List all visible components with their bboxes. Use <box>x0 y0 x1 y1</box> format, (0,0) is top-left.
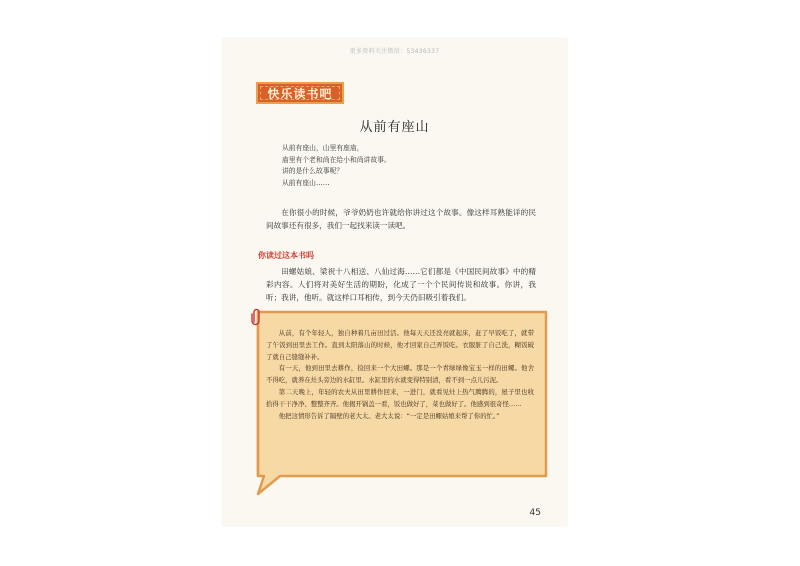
verse-block <box>282 143 522 189</box>
verse-line: 讲的是什么故事呢？ <box>282 167 344 175</box>
story-title: 从前有座山 <box>359 120 430 135</box>
verse-line: 从前有座山，山里有座庙， <box>282 144 364 152</box>
section-badge-label: 快乐读书吧 <box>267 86 333 101</box>
page-number: 45 <box>529 508 541 518</box>
intro-paragraph: 在你很小的时候，爷爷奶奶也许就给你讲过这个故事。像这样耳熟能详的民间故事还有很多，我们一起找来读一读吧。 <box>266 208 536 230</box>
book-page <box>222 38 567 526</box>
excerpt-paragraph: 从前，有个年轻人，独自种着几亩田过活。他每天天还没亮就起床，赶了早饭吃了，就带了午饭到田里去工作。直到太阳落山的时候，他才回家自己弄饭吃。衣服脏了自己洗，糊饭破了就自己缝缝补补。 <box>266 329 534 361</box>
verse-line: 从前有座山…… <box>282 178 330 187</box>
section-subheading: 你读过这本书吗 <box>258 251 314 260</box>
excerpt-paragraph: 第二天晚上，年轻的农夫从田里耕作回来，一进门，就看见灶上热气腾腾的，屋子里也收拾得干干净净、整整齐齐。他揭开锅盖一看，饭也做好了，菜也做好了。他感到很奇怪…… <box>266 387 534 408</box>
paperclip-icon <box>250 308 262 326</box>
excerpt-text <box>266 328 534 422</box>
body-paragraph: 田螺姑娘、梁祝十八相送、八仙过海……它们都是《中国民间故事》中的精彩内容。人们将对美好生活的期盼，化成了一个个民间传说和故事。你讲，我听；我讲，他听。就这样口耳相传，到今天仍旧吸引着我们。 <box>266 267 536 302</box>
excerpt-paragraph: 他把这情形告诉了隔壁的老大太。老大太说：“一定是田螺姑娘来帮了你的忙。” <box>278 411 500 420</box>
verse-line: 庙里有个老和尚在给小和尚讲故事。 <box>282 155 391 164</box>
watermark-text: 更多资料关注微信：53436337 <box>349 48 440 55</box>
excerpt-paragraph: 有一天，他到田里去耕作，捡回来一个大田螺。那是一个青绿绿像宝玉一样的田螺。他舍不得吃，就养在灶头旁边的水缸里。水缸里的水就变得特别清，看不到一点儿污泥。 <box>266 364 534 385</box>
excerpt-box <box>250 308 554 498</box>
section-badge <box>256 82 344 104</box>
